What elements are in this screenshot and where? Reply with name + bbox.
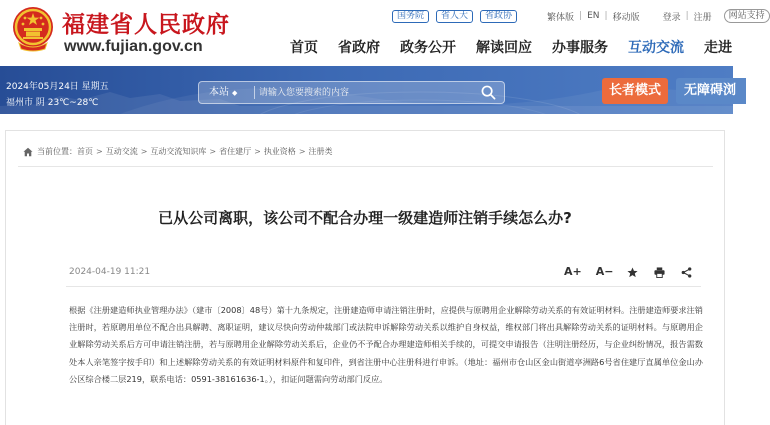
- chevron-down-icon: ◆: [232, 89, 238, 97]
- link-state-council[interactable]: 国务院: [392, 10, 429, 23]
- national-emblem-icon: [11, 5, 55, 53]
- divider: [18, 166, 713, 167]
- share-icon[interactable]: [681, 267, 692, 278]
- separator: |: [579, 11, 583, 21]
- link-traditional[interactable]: 繁体版: [547, 12, 575, 23]
- breadcrumb-separator: >: [96, 147, 103, 156]
- breadcrumb-separator: >: [298, 147, 306, 156]
- link-mobile[interactable]: 移动版: [612, 12, 640, 23]
- link-provincial-cppcc[interactable]: 省政协: [480, 10, 517, 23]
- site-url[interactable]: www.fujian.gov.cn: [64, 38, 203, 55]
- breadcrumb-separator: >: [254, 147, 261, 156]
- link-provincial-congress[interactable]: 省人大: [436, 10, 473, 23]
- site-header: [0, 0, 765, 66]
- separator: |: [604, 11, 608, 21]
- breadcrumb-item-qualification[interactable]: 执业资格: [263, 147, 296, 156]
- article-tools: [564, 263, 708, 281]
- nav-interaction[interactable]: 互动交流: [628, 40, 684, 56]
- accessibility-badge[interactable]: 网站支持: [724, 9, 770, 23]
- article-card: [5, 130, 725, 425]
- search-icon[interactable]: [481, 85, 496, 100]
- search-scope-select[interactable]: [209, 82, 237, 103]
- search-bar: [198, 81, 505, 104]
- current-date: 2024年05月24日 星期五: [6, 82, 109, 92]
- print-icon[interactable]: [654, 267, 665, 278]
- search-scope-label: 本站: [209, 87, 229, 98]
- nav-explore[interactable]: 走进: [704, 40, 732, 56]
- article-body: 根据《注册建造师执业管理办法》（建市〔2008〕48号）第十九条规定，注册建造师申请注销注册时，应提供与原聘用企业解除劳动关系的有效证明材料。注册建造师要求注销注册时，若原聘用单位不配合出具解聘、离职证明，建议尽快向劳动仲裁部门或法院申诉解除劳动关系以维护自身权益，维权部门将出具解除劳动关系的证明材料。与原聘用企业解除劳动关系后方可申请注销注册，若与原聘用企业解除劳动关系后，企业仍不予配合办理建造师相关手续的，可提交申请报告（注明注册经历，与企业纠纷情况，报告需数处本人亲笔签字按手印）和上述解除劳动关系的有效证明材料原件和复印件，到省注册中心注册科进行申诉。（地址：福州市仓山区金山街道亭洲路6号省住建厅直属单位金山办公区综合楼二层219，联系电话：0591-38161636-1。），扣证问题需向劳动部门反应。: [69, 305, 703, 384]
- nav-government-affairs[interactable]: 政务公开: [400, 40, 456, 56]
- link-register[interactable]: 注册: [693, 12, 712, 23]
- link-login[interactable]: 登录: [662, 12, 681, 23]
- breadcrumb-label: 当前位置：: [37, 147, 77, 156]
- search-input[interactable]: [259, 82, 469, 103]
- site-title[interactable]: 福建省人民政府: [62, 11, 230, 38]
- divider: [254, 86, 255, 99]
- breadcrumb-item-home[interactable]: 首页: [77, 147, 93, 156]
- weather-info: 福州市 阴 23℃~28℃: [6, 98, 99, 108]
- font-decrease-button[interactable]: A−: [595, 265, 614, 278]
- font-increase-button[interactable]: A+: [564, 265, 582, 278]
- nav-interpretation[interactable]: 解读回应: [476, 40, 532, 56]
- breadcrumb-item-knowledge-base[interactable]: 互动交流知识库: [150, 147, 207, 156]
- breadcrumb-item-interaction[interactable]: 互动交流: [105, 147, 138, 156]
- separator: |: [685, 11, 689, 21]
- breadcrumb-item-registration[interactable]: 注册类: [308, 147, 333, 156]
- main-nav: [290, 38, 752, 58]
- elder-mode-button[interactable]: 长者模式: [602, 78, 668, 104]
- breadcrumb: [23, 146, 333, 157]
- breadcrumb-item-housing-dept[interactable]: 省住建厅: [219, 147, 252, 156]
- nav-services[interactable]: 办事服务: [552, 40, 608, 56]
- breadcrumb-separator: >: [209, 147, 217, 156]
- star-icon[interactable]: [627, 267, 638, 278]
- publish-date: 2024-04-19 11:21: [69, 267, 151, 277]
- divider: [66, 286, 701, 287]
- article-title: 已从公司离职，该公司不配合办理一级建造师注销手续怎么办?: [158, 209, 572, 227]
- accessibility-mode-button[interactable]: 无障碍浏: [676, 78, 746, 104]
- nav-home[interactable]: 首页: [290, 40, 318, 56]
- top-links: [392, 9, 770, 23]
- link-english[interactable]: EN: [587, 11, 600, 21]
- home-icon: [23, 147, 33, 157]
- nav-provincial-government[interactable]: 省政府: [338, 40, 380, 56]
- breadcrumb-separator: >: [140, 147, 148, 156]
